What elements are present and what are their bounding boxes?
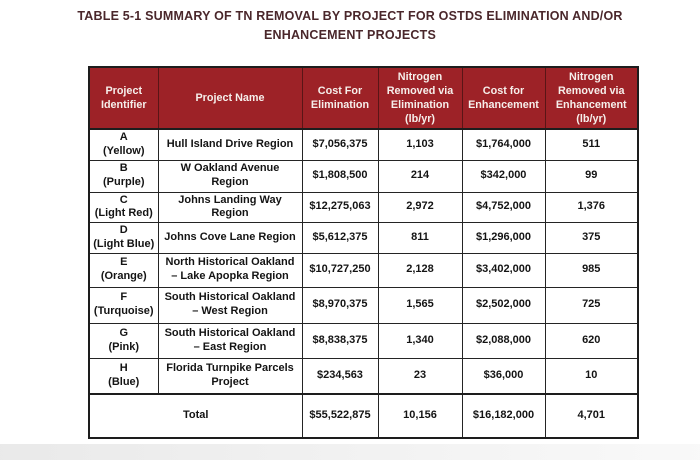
project-letter: D [119, 224, 128, 236]
cost-enhancement-cell: $1,296,000 [462, 223, 545, 254]
cost-elimination-cell: $10,727,250 [302, 253, 378, 287]
nitrogen-enhancement-cell: 725 [545, 287, 638, 323]
project-color-label: (Yellow) [102, 144, 145, 157]
project-color-label: (Blue) [108, 375, 140, 388]
table-row [89, 358, 638, 394]
cost-elimination-cell: $12,275,063 [302, 192, 378, 223]
project-letter: H [119, 362, 128, 374]
nitrogen-elimination-cell: 1,103 [378, 129, 462, 160]
cost-elimination-cell: $7,056,375 [302, 129, 378, 160]
nitrogen-enhancement-cell: 1,376 [545, 192, 638, 223]
project-identifier-cell [89, 253, 158, 287]
project-identifier-cell [89, 358, 158, 394]
project-color-label: (Orange) [100, 270, 147, 282]
cost-enhancement-cell: $2,502,000 [462, 287, 545, 323]
table-row [89, 253, 638, 287]
project-color-label: (Light Blue) [93, 237, 155, 250]
tn-removal-summary-table [88, 66, 639, 439]
project-name-cell: South Historical Oakland – East Region [158, 323, 302, 358]
project-color-label: (Turquoise) [93, 305, 154, 317]
column-header-nitrogen-elimination: Nitrogen Removed via Elimination (lb/yr) [378, 67, 462, 129]
nitrogen-enhancement-cell: 620 [545, 323, 638, 358]
nitrogen-elimination-cell: 2,972 [378, 192, 462, 223]
column-header-project-name: Project Name [158, 67, 302, 129]
table-row [89, 287, 638, 323]
project-color-label: (Light Red) [94, 207, 153, 220]
cost-enhancement-cell: $3,402,000 [462, 253, 545, 287]
table-row [89, 192, 638, 223]
cost-elimination-cell: $8,970,375 [302, 287, 378, 323]
project-identifier-cell [89, 192, 158, 223]
column-header-project-identifier: Project Identifier [89, 67, 158, 129]
table-header-row [89, 67, 638, 129]
project-identifier-cell [89, 323, 158, 358]
table-row [89, 323, 638, 358]
nitrogen-elimination-cell: 1,565 [378, 287, 462, 323]
cost-enhancement-cell: $2,088,000 [462, 323, 545, 358]
cost-elimination-cell: $234,563 [302, 358, 378, 394]
table-row [89, 129, 638, 160]
project-letter: C [119, 193, 128, 206]
nitrogen-enhancement-cell: 99 [545, 160, 638, 192]
project-identifier-cell [89, 287, 158, 323]
project-letter: F [120, 291, 128, 304]
table-row [89, 160, 638, 192]
project-name-cell: South Historical Oakland – West Region [158, 287, 302, 323]
total-label-cell: Total [89, 394, 302, 438]
nitrogen-enhancement-cell: 375 [545, 223, 638, 254]
nitrogen-elimination-cell: 1,340 [378, 323, 462, 358]
cost-enhancement-cell: $36,000 [462, 358, 545, 394]
project-name-cell: W Oakland Avenue Region [158, 160, 302, 192]
project-identifier-cell [89, 223, 158, 254]
cost-elimination-cell: $1,808,500 [302, 160, 378, 192]
column-header-nitrogen-enhancement: Nitrogen Removed via Enhancement (lb/yr) [545, 67, 638, 129]
total-cost-elimination-cell: $55,522,875 [302, 394, 378, 438]
project-letter: B [119, 162, 128, 175]
table-title-line2: ENHANCEMENT PROJECTS [263, 28, 437, 43]
project-name-cell: North Historical Oakland – Lake Apopka Region [158, 253, 302, 287]
cost-enhancement-cell: $1,764,000 [462, 129, 545, 160]
table-title-line1: TABLE 5-1 SUMMARY OF TN REMOVAL BY PROJECT FOR OSTDS ELIMINATION AND/OR [77, 9, 623, 23]
column-header-cost-elimination: Cost For Elimination [302, 67, 378, 129]
total-nitrogen-elimination-cell: 10,156 [378, 394, 462, 438]
scan-shadow-artifact [0, 444, 700, 460]
total-cost-enhancement-cell: $16,182,000 [462, 394, 545, 438]
nitrogen-elimination-cell: 214 [378, 160, 462, 192]
nitrogen-elimination-cell: 811 [378, 223, 462, 254]
column-header-cost-enhancement: Cost for Enhancement [462, 67, 545, 129]
nitrogen-enhancement-cell: 511 [545, 129, 638, 160]
nitrogen-enhancement-cell: 985 [545, 253, 638, 287]
project-letter: E [120, 256, 128, 269]
cost-enhancement-cell: $342,000 [462, 160, 545, 192]
cost-enhancement-cell: $4,752,000 [462, 192, 545, 223]
project-identifier-cell [89, 129, 158, 160]
project-identifier-cell [89, 160, 158, 192]
project-name-cell: Johns Cove Lane Region [158, 223, 302, 254]
project-letter: G [119, 326, 129, 339]
nitrogen-enhancement-cell: 10 [545, 358, 638, 394]
total-row [89, 394, 638, 438]
table-row [89, 223, 638, 254]
cost-elimination-cell: $5,612,375 [302, 223, 378, 254]
nitrogen-elimination-cell: 2,128 [378, 253, 462, 287]
total-nitrogen-enhancement-cell: 4,701 [545, 394, 638, 438]
nitrogen-elimination-cell: 23 [378, 358, 462, 394]
project-color-label: (Purple) [102, 176, 145, 188]
project-color-label: (Pink) [108, 340, 140, 353]
project-name-cell: Florida Turnpike Parcels Project [158, 358, 302, 394]
project-name-cell: Johns Landing Way Region [158, 192, 302, 223]
table-title [0, 7, 700, 46]
cost-elimination-cell: $8,838,375 [302, 323, 378, 358]
project-name-cell: Hull Island Drive Region [158, 129, 302, 160]
project-letter: A [119, 131, 128, 143]
